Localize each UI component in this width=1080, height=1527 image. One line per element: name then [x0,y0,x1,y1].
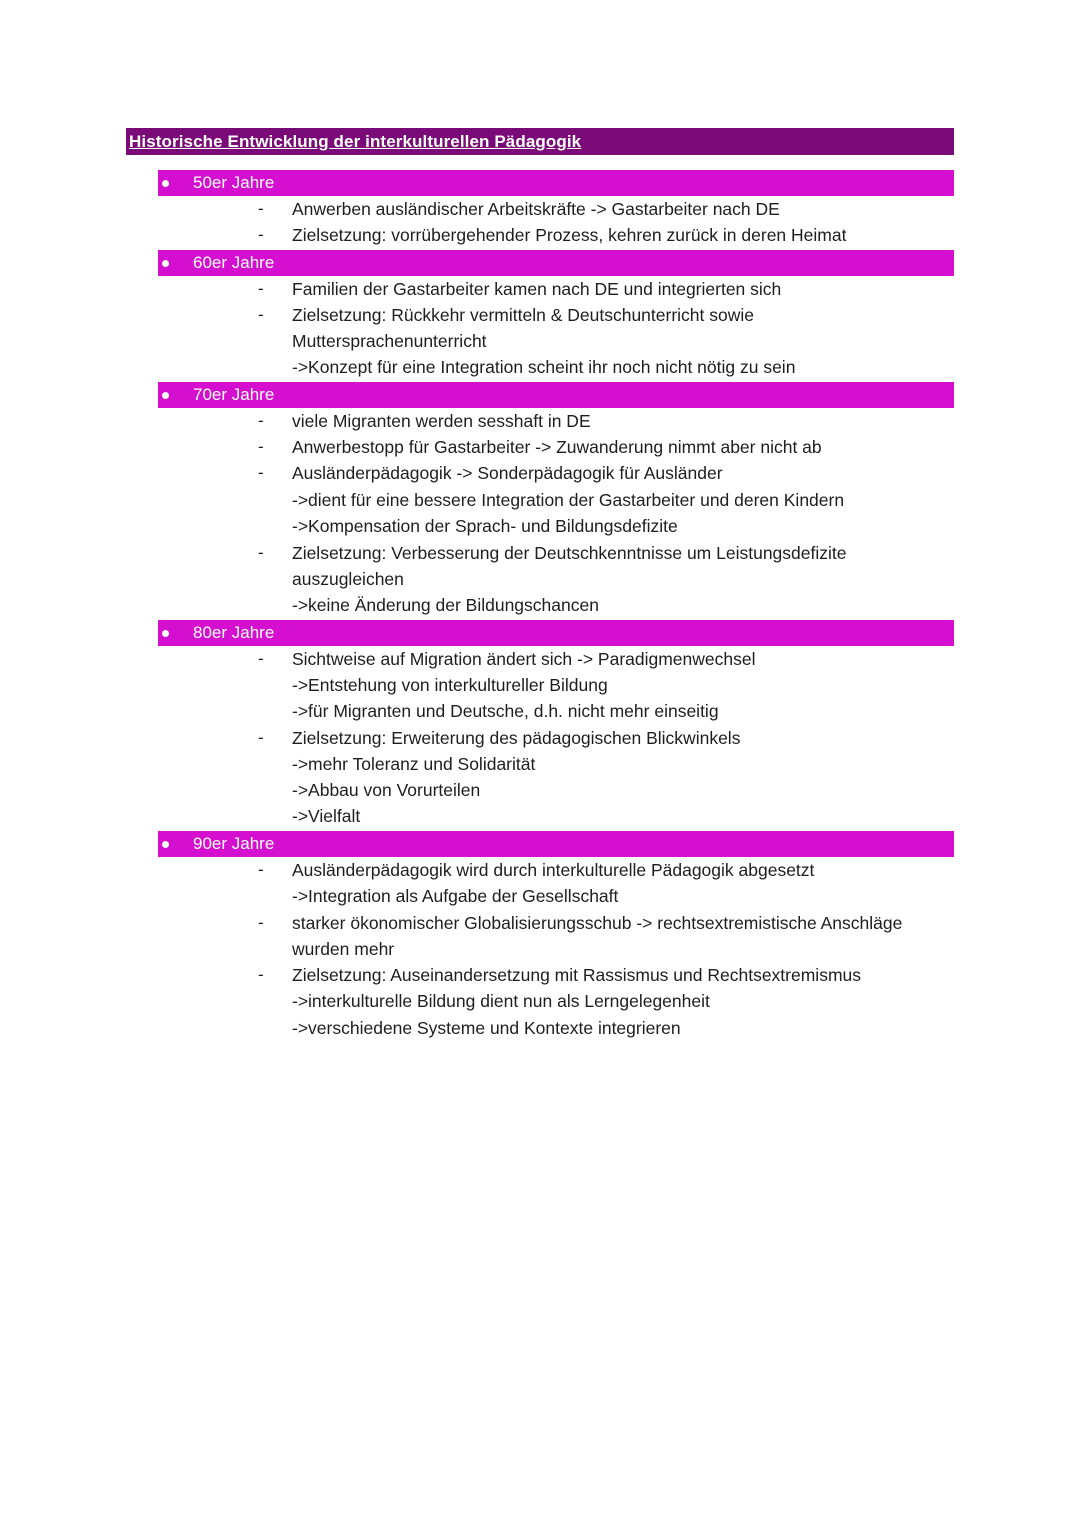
section-label: 50er Jahre [193,173,275,192]
dash-bullet: - [258,199,264,218]
list-item-continuation: ->für Migranten und Deutsche, d.h. nicht mehr einseitig [292,701,719,721]
bullet-dot-icon [162,630,169,637]
list-item: Ausländerpädagogik -> Sonderpädagogik für Ausländer [292,463,723,483]
list-item: Zielsetzung: Verbesserung der Deutschkenntnisse um Leistungsdefizite [292,543,847,563]
list-item-continuation: auszugleichen [292,569,404,589]
list-item-continuation: ->keine Änderung der Bildungschancen [292,595,599,615]
list-item: Anwerbestopp für Gastarbeiter -> Zuwanderung nimmt aber nicht ab [292,437,822,457]
list-item: Anwerben ausländischer Arbeitskräfte -> Gastarbeiter nach DE [292,199,780,219]
list-item: Zielsetzung: Auseinandersetzung mit Rassismus und Rechtsextremismus [292,965,861,985]
bullet-dot-icon [162,180,169,187]
dash-bullet: - [258,305,264,324]
section-header-50er [158,170,954,196]
dash-bullet: - [258,225,264,244]
section-header-80er [158,620,954,646]
list-item-continuation: ->Vielfalt [292,806,361,826]
document-title: Historische Entwicklung der interkulturellen Pädagogik [129,131,582,151]
title-bar [126,128,954,155]
list-item: Zielsetzung: vorrübergehender Prozess, kehren zurück in deren Heimat [292,225,847,245]
list-item: Familien der Gastarbeiter kamen nach DE und integrierten sich [292,279,782,299]
dash-bullet: - [258,437,264,456]
list-item: Zielsetzung: Erweiterung des pädagogischen Blickwinkels [292,728,741,748]
section-label: 80er Jahre [193,623,275,642]
section-header-70er [158,382,954,408]
list-item: Sichtweise auf Migration ändert sich -> Paradigmenwechsel [292,649,756,669]
list-item-continuation: ->Integration als Aufgabe der Gesellschaft [292,886,619,906]
dash-bullet: - [258,913,264,932]
dash-bullet: - [258,411,264,430]
bullet-dot-icon [162,392,169,399]
section-label: 90er Jahre [193,834,275,853]
list-item-continuation: ->Abbau von Vorurteilen [292,780,481,800]
dash-bullet: - [258,860,264,879]
dash-bullet: - [258,543,264,562]
section-header-90er [158,831,954,857]
list-item-continuation: ->mehr Toleranz und Solidarität [292,754,536,774]
list-item: viele Migranten werden sesshaft in DE [292,411,591,431]
dash-bullet: - [258,463,264,482]
dash-bullet: - [258,965,264,984]
list-item-continuation: ->Kompensation der Sprach- und Bildungsdefizite [292,516,678,536]
dash-bullet: - [258,728,264,747]
section-label: 60er Jahre [193,253,275,272]
list-item-continuation: ->verschiedene Systeme und Kontexte integrieren [292,1018,681,1038]
section-label: 70er Jahre [193,385,275,404]
list-item-continuation: Muttersprachenunterricht [292,331,487,351]
list-item-continuation: ->Entstehung von interkultureller Bildung [292,675,608,695]
list-item: starker ökonomischer Globalisierungsschub -> rechtsextremistische Anschläge [292,913,903,933]
section-header-60er [158,250,954,276]
dash-bullet: - [258,279,264,298]
list-item-continuation: ->interkulturelle Bildung dient nun als Lerngelegenheit [292,991,710,1011]
list-item: Ausländerpädagogik wird durch interkulturelle Pädagogik abgesetzt [292,860,815,880]
bullet-dot-icon [162,260,169,267]
dash-bullet: - [258,649,264,668]
list-item-continuation: ->dient für eine bessere Integration der Gastarbeiter und deren Kindern [292,490,845,510]
list-item: Zielsetzung: Rückkehr vermitteln & Deutschunterricht sowie [292,305,754,325]
bullet-dot-icon [162,841,169,848]
list-item-continuation: ->Konzept für eine Integration scheint ihr noch nicht nötig zu sein [292,357,796,377]
list-item-continuation: wurden mehr [292,939,395,959]
